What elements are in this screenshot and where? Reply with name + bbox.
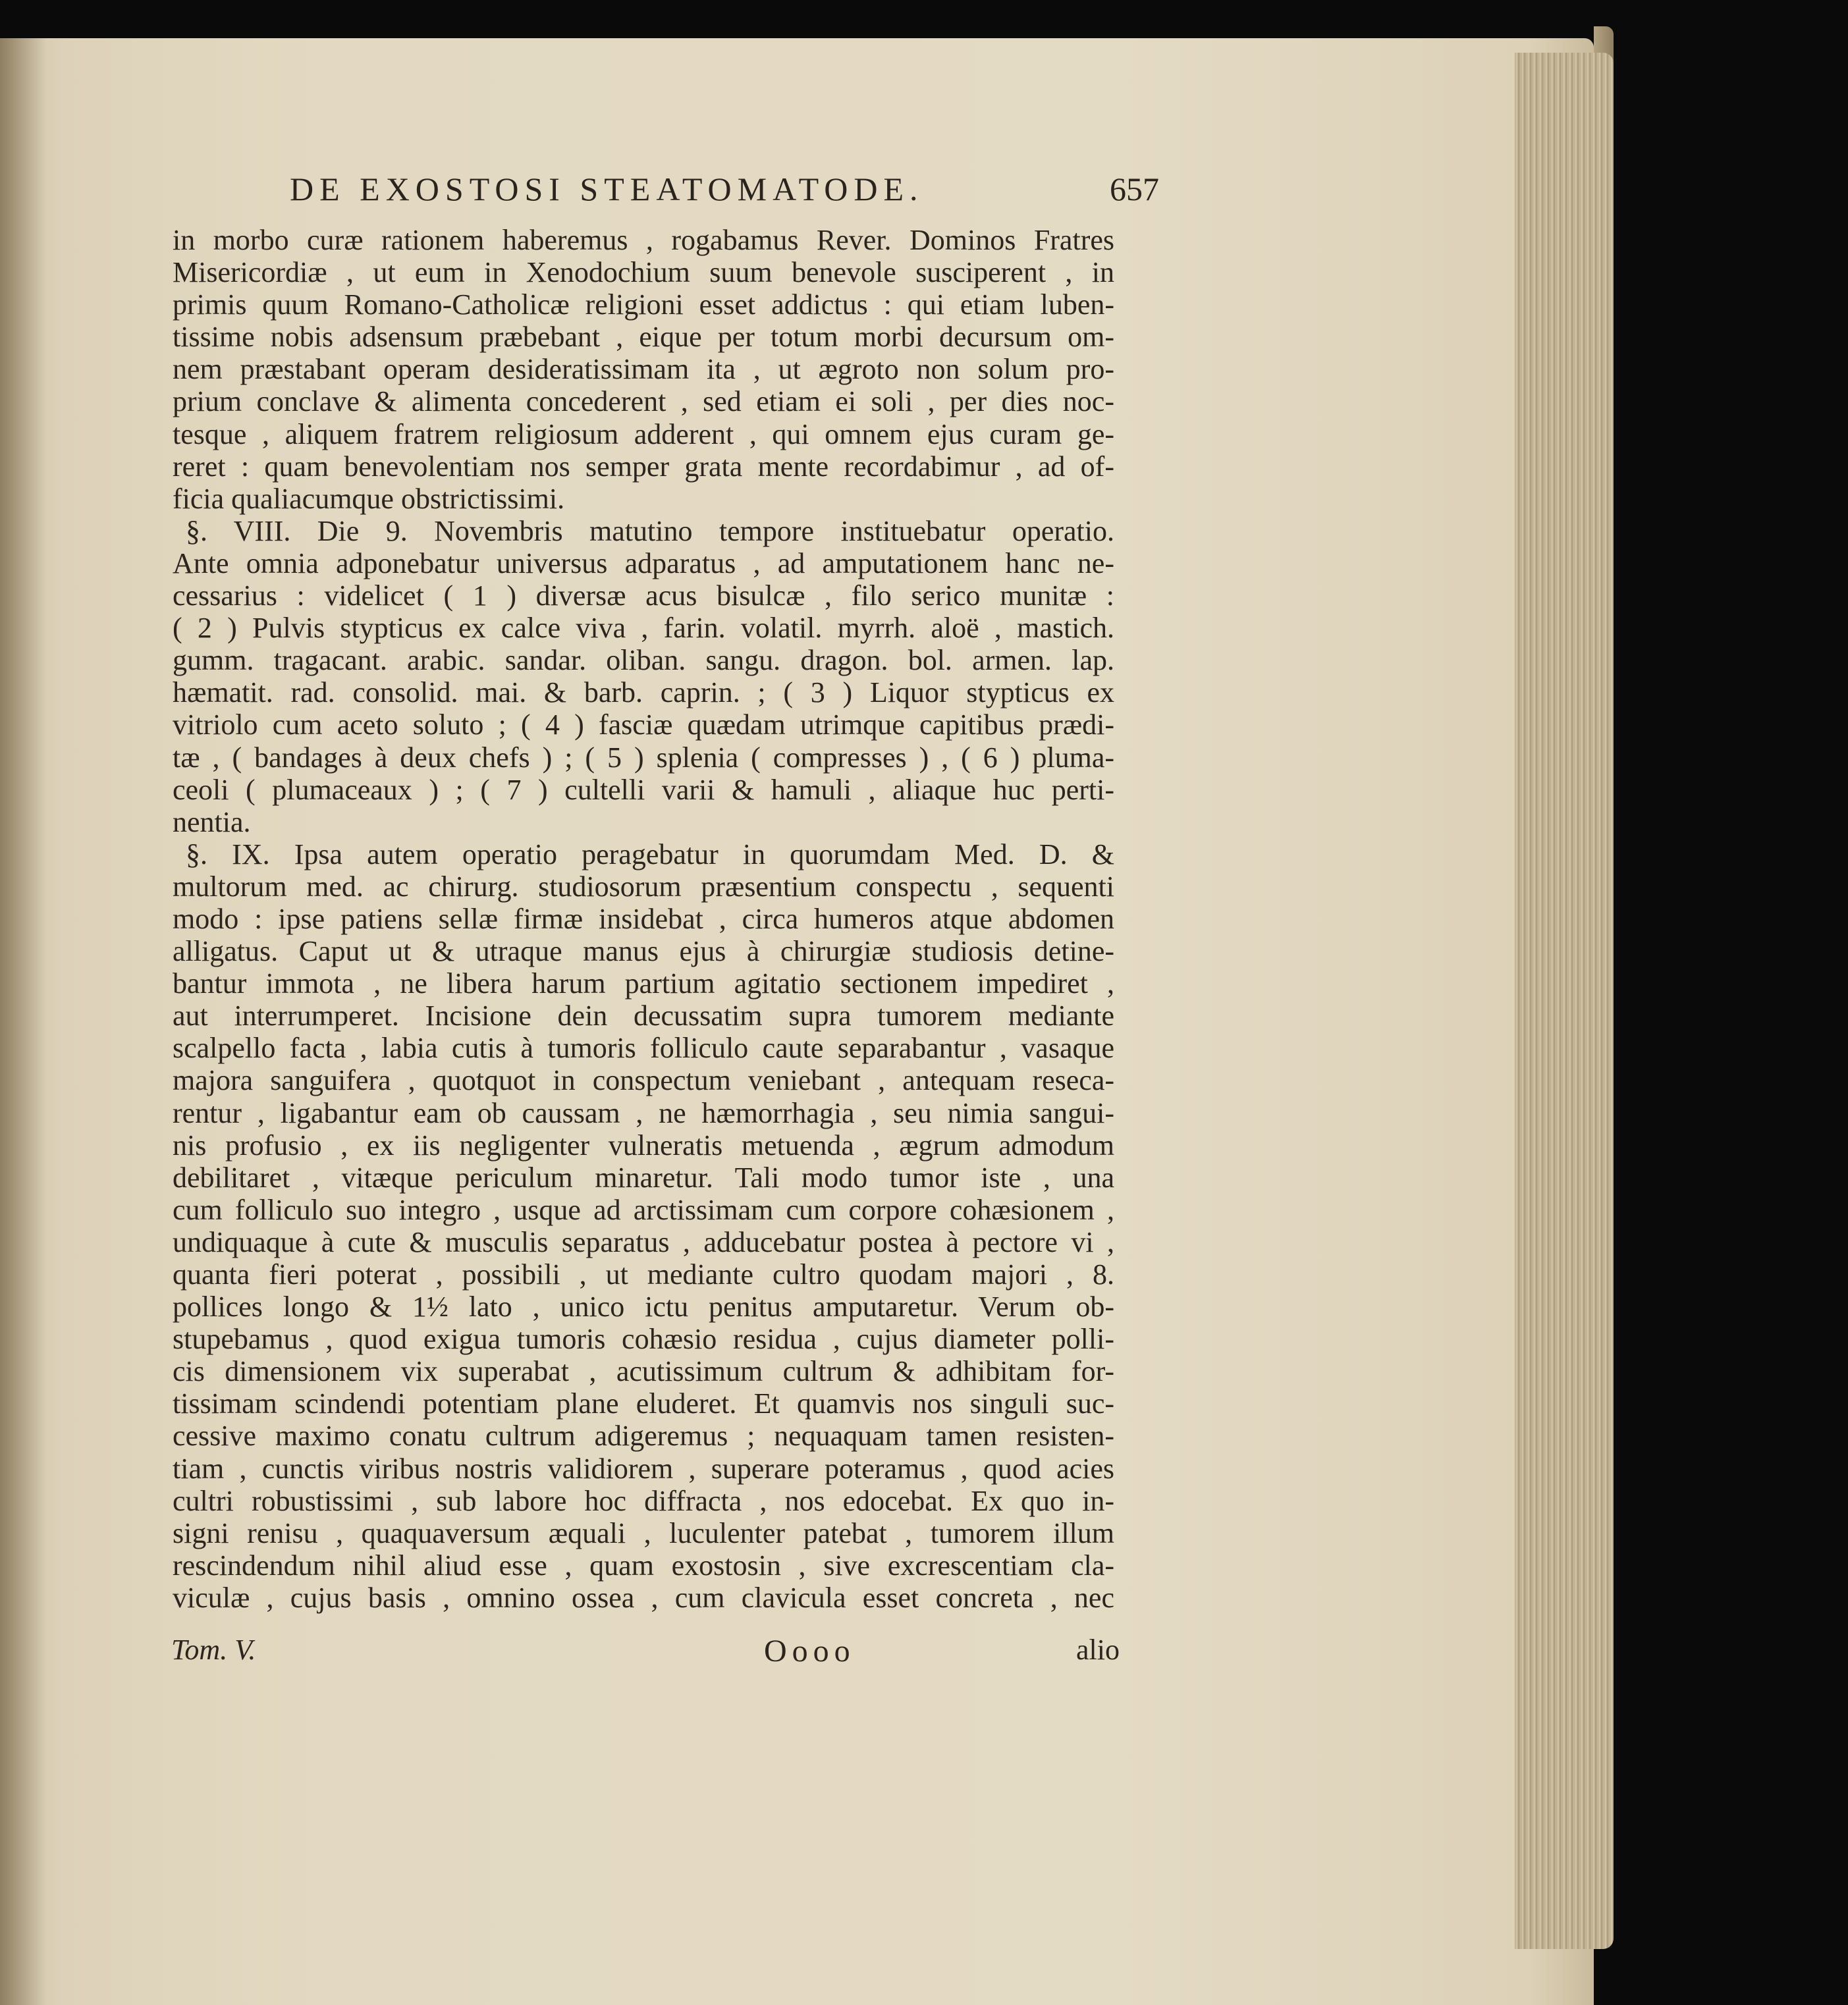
text-line: vitriolo cum aceto soluto ; ( 4 ) fasciæ quædam utrimque capitibus prædi- bbox=[173, 708, 1114, 741]
text-line: cultri robustissimi , sub labore hoc diffracta , nos edocebat. Ex quo in- bbox=[173, 1484, 1114, 1517]
gutter-shadow bbox=[0, 38, 46, 2005]
page-number: 657 bbox=[1110, 171, 1159, 207]
text-line: rentur , ligabantur eam ob caussam , ne hæmorrhagia , seu nimia sangui- bbox=[173, 1096, 1114, 1129]
text-line: majora sanguifera , quotquot in conspectum veniebant , antequam reseca- bbox=[173, 1064, 1114, 1097]
signature-mark: Oooo bbox=[764, 1634, 856, 1669]
text-line: gumm. tragacant. arabic. sandar. oliban. sangu. dragon. bol. armen. lap. bbox=[173, 644, 1114, 677]
text-line: modo : ipse patiens sellæ firmæ insidebat , circa humeros atque abdomen bbox=[173, 902, 1114, 935]
text-line: tesque , aliquem fratrem religiosum adderent , qui omnem ejus curam ge- bbox=[173, 417, 1114, 450]
text-line: in morbo curæ rationem haberemus , rogabamus Rever. Dominos Fratres bbox=[173, 224, 1114, 256]
text-line: stupebamus , quod exigua tumoris cohæsio residua , cujus diameter polli- bbox=[173, 1323, 1114, 1356]
text-line: tæ , ( bandages à deux chefs ) ; ( 5 ) splenia ( compresses ) , ( 6 ) pluma- bbox=[173, 741, 1114, 774]
text-line: cessarius : videlicet ( 1 ) diversæ acus bisulcæ , filo serico munitæ : bbox=[173, 579, 1114, 612]
text-line: bantur immota , ne libera harum partium agitatio sectionem impediret , bbox=[173, 967, 1114, 1000]
body-text bbox=[173, 224, 1114, 1614]
text-line: tiam , cunctis viribus nostris validiorem , superare poteramus , quod acies bbox=[173, 1452, 1114, 1485]
catchword: alio bbox=[1076, 1634, 1120, 1666]
text-line: nem præstabant operam desideratissimam ita , ut ægroto non solum pro- bbox=[173, 353, 1114, 386]
text-line: cum folliculo suo integro , usque ad arctissimam cum corpore cohæsionem , bbox=[173, 1193, 1114, 1226]
text-line: primis quum Romano-Catholicæ religioni esset addictus : qui etiam luben- bbox=[173, 288, 1114, 321]
text-line: multorum med. ac chirurg. studiosorum præsentium conspectu , sequenti bbox=[173, 870, 1114, 903]
text-line: cessive maximo conatu cultrum adigeremus ; nequaquam tamen resisten- bbox=[173, 1420, 1114, 1453]
text-line: Ante omnia adponebatur universus adparatus , ad amputationem hanc ne- bbox=[173, 547, 1114, 579]
page-footer bbox=[171, 1633, 1120, 1672]
text-line: reret : quam benevolentiam nos semper grata mente recordabimur , ad of- bbox=[173, 450, 1114, 483]
text-line: cis dimensionem vix superabat , acutissimum cultrum & adhibitam for- bbox=[173, 1355, 1114, 1388]
text-line: ficia qualiacumque obstrictissimi. bbox=[173, 482, 565, 515]
text-line: debilitaret , vitæque periculum minaretur. Tali modo tumor iste , una bbox=[173, 1161, 1114, 1194]
text-line: §. VIII. Die 9. Novembris matutino tempore instituebatur operatio. bbox=[186, 514, 1114, 547]
text-line: viculæ , cujus basis , omnino ossea , cum clavicula esset concreta , nec bbox=[173, 1581, 1114, 1614]
text-line: tissime nobis adsensum præbebant , eique per totum morbi decursum om- bbox=[173, 321, 1114, 354]
text-line: pollices longo & 1½ lato , unico ictu penitus amputaretur. Verum ob- bbox=[173, 1291, 1114, 1323]
page-header bbox=[171, 170, 1159, 216]
text-line: scalpello facta , labia cutis à tumoris folliculo caute separabantur , vasaque bbox=[173, 1032, 1114, 1065]
text-line: prium conclave & alimenta concederent , sed etiam ei soli , per dies noc- bbox=[173, 385, 1114, 418]
text-line: aut interrumperet. Incisione dein decussatim supra tumorem mediante bbox=[173, 1000, 1114, 1032]
text-line: ceoli ( plumaceaux ) ; ( 7 ) cultelli varii & hamuli , aliaque huc perti- bbox=[173, 773, 1114, 806]
text-line: tissimam scindendi potentiam plane eluderet. Et quamvis nos singuli suc- bbox=[173, 1387, 1114, 1420]
text-line: nentia. bbox=[173, 805, 251, 838]
text-line: signi renisu , quaquaversum æquali , luculenter patebat , tumorem illum bbox=[173, 1516, 1114, 1549]
text-line: alligatus. Caput ut & utraque manus ejus à chirurgiæ studiosis detine- bbox=[173, 935, 1114, 968]
text-line: rescindendum nihil aliud esse , quam exostosin , sive excrescentiam cla- bbox=[173, 1549, 1114, 1582]
text-line: undiquaque à cute & musculis separatus , adducebatur postea à pectore vi , bbox=[173, 1225, 1114, 1258]
text-line: Misericordiæ , ut eum in Xenodochium suum benevole susciperent , in bbox=[173, 256, 1114, 289]
text-line: nis profusio , ex iis negligenter vulneratis metuenda , ægrum admodum bbox=[173, 1129, 1114, 1162]
running-head: DE EXOSTOSI STEATOMATODE. bbox=[290, 171, 924, 207]
text-line: quanta fieri poterat , possibili , ut mediante cultro quodam majori , 8. bbox=[173, 1258, 1114, 1291]
text-line: ( 2 ) Pulvis stypticus ex calce viva , farin. volatil. myrrh. aloë , mastich. bbox=[173, 612, 1114, 645]
text-line: §. IX. Ipsa autem operatio peragebatur in quorumdam Med. D. & bbox=[186, 838, 1114, 870]
text-line: hæmatit. rad. consolid. mai. & barb. caprin. ; ( 3 ) Liquor stypticus ex bbox=[173, 676, 1114, 709]
stacked-page-edges bbox=[1515, 53, 1614, 1949]
volume-label: Tom. V. bbox=[171, 1634, 256, 1666]
